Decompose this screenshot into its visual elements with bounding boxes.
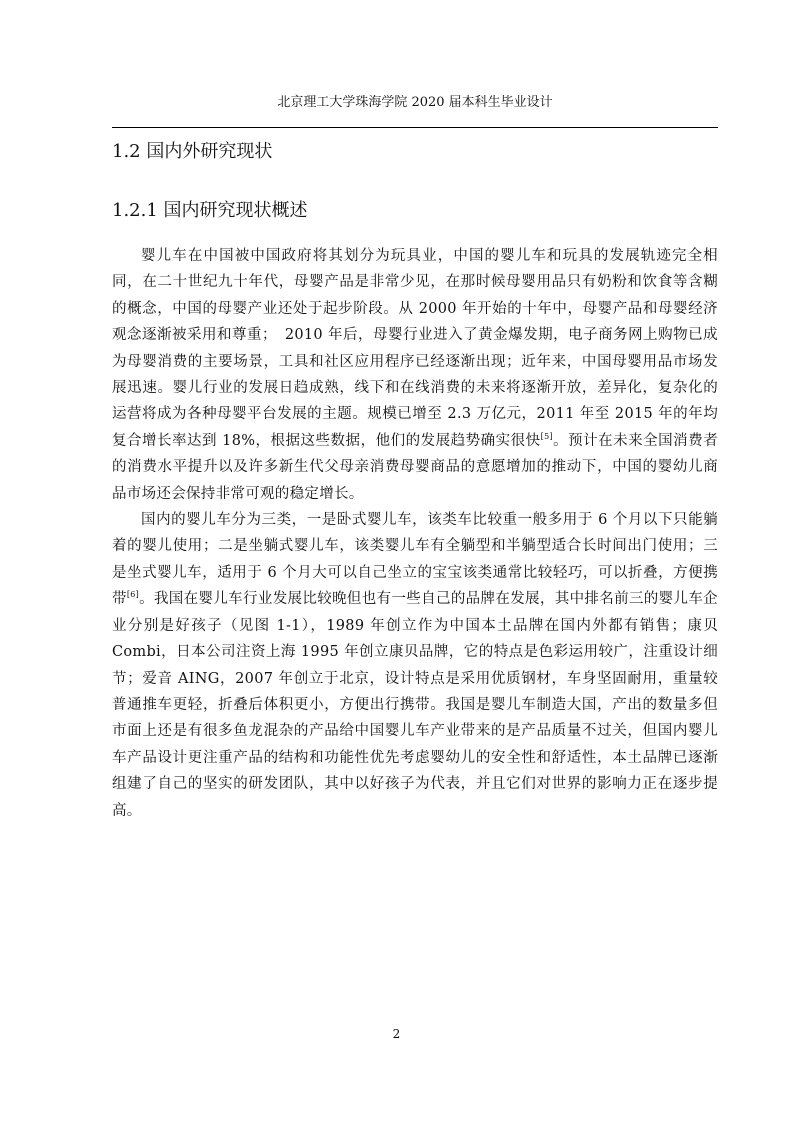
page-number: 2 [392, 1027, 401, 1041]
paragraph-2-text-b: 。我国在婴儿车行业发展比较晚但也有一些自己的品牌在发展，其中排名前三的婴儿车企业分别是好孩子（见图 1-1），1989 年创立作为中国本土品牌在国内外都有销售；康贝 Combi，日本公司注资上海 1995 年创立康贝品牌，它的特点是色彩运用较广，注重设计细节；爱音 AING，2007 年创立于北京，设计特点是采用优质钢材，车身坚固耐用，重量较普通推车更轻，折叠后体积更小，方便出行携带。我国是婴儿车制造大国，产出的数量多但市面上还是有很多鱼龙混杂的产品给中国婴儿车产业带来的是产品质量不过关，但国内婴儿车产品设计更注重产品的结构和功能性优先考虑婴幼儿的安全性和舒适性，本土品牌已逐渐组建了自己的坚实的研发团队，其中以好孩子为代表，并且它们对世界的影响力正在逐步提高。 [112, 591, 718, 819]
paragraph-1-text-a: 婴儿车在中国被中国政府将其划分为玩具业，中国的婴儿车和玩具的发展轨迹完全相同，在二十世纪九十年代，母婴产品是非常少见，在那时候母婴用品只有奶粉和饮食等含糊的概念，中国的母婴产业还处于起步阶段。从 2000 年开始的十年中，母婴产品和母婴经济观念逐渐被采用和尊重； 2010 年后，母婴行业进入了黄金爆发期，电子商务网上购物已成为母婴消费的主要场景，工具和社区应用程序已经逐渐出现；近年来，中国母婴用品市场发展迅速。婴儿行业的发展日趋成熟，线下和在线消费的未来将逐渐开放，差异化，复杂化的运营将成为各种母婴平台发展的主题。规模已增至 2.3 万亿元，2011 年至 2015 年的年均复合增长率达到 18%，根据这些数据，他们的发展趋势确实很快 [112, 248, 718, 449]
paragraph-1 [112, 243, 718, 507]
paragraph-2 [112, 507, 718, 824]
paragraph-2-text-a: 国内的婴儿车分为三类，一是卧式婴儿车，该类车比较重一般多用于 6 个月以下只能躺着的婴儿使用；二是坐躺式婴儿车，该类婴儿车有全躺型和半躺型适合长时间出门使用；三是坐式婴儿车，适用于 6 个月大可以自己坐立的宝宝该类通常比较轻巧，可以折叠，方便携带 [112, 512, 718, 608]
section-heading: 1.2 国内外研究现状 [112, 141, 273, 162]
citation-6: [6] [126, 590, 140, 600]
citation-5: [5] [540, 432, 553, 442]
paragraph-1-text-b: 。预计在未来全国消费者的消费水平提升以及许多新生代父母亲消费母婴商品的意愿增加的推动下，中国的婴幼儿商品市场还会保持非常可观的稳定增长。 [112, 432, 718, 502]
running-header: 北京理工大学珠海学院 2020 届本科生毕业设计 [277, 95, 553, 110]
body-text [112, 243, 718, 824]
header-divider [112, 127, 718, 128]
subsection-heading: 1.2.1 国内研究现状概述 [112, 200, 308, 221]
